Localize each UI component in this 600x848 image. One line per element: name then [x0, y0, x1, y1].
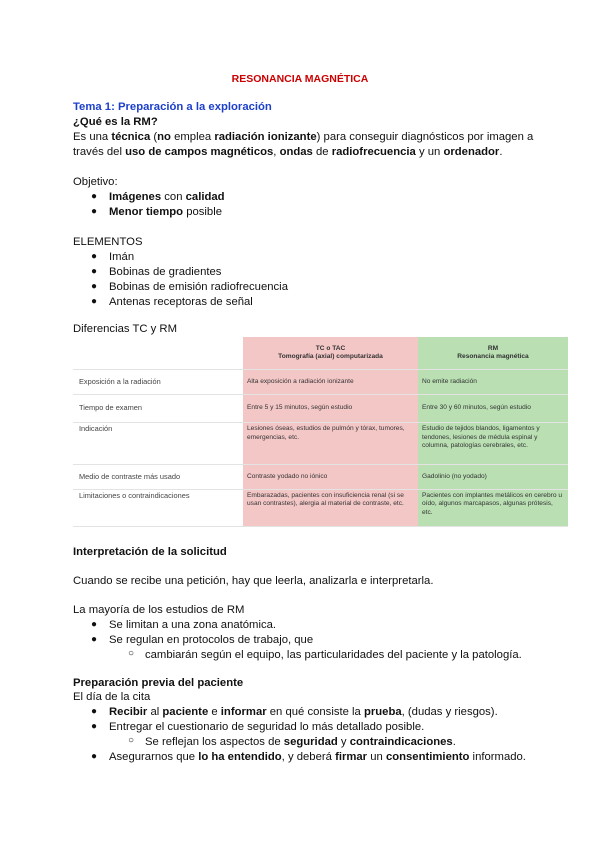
paragraph: Cuando se recibe una petición, hay que leerla, analizarla e interpretarla.: [73, 575, 434, 587]
bullet-icon: ●: [91, 706, 98, 717]
section-heading-interpretacion: Interpretación de la solicitud: [73, 546, 227, 558]
paragraph: La mayoría de los estudios de RM: [73, 604, 245, 616]
table-row-label: Exposición a la radiación: [73, 370, 243, 395]
table-cell-rm: Gadolinio (no yodado): [418, 465, 568, 490]
list-item: Asegurarnos que lo ha entendido, y deberá firmar un consentimiento informado.: [109, 751, 526, 763]
sub-list-item: Se reflejan los aspectos de seguridad y contraindicaciones.: [145, 736, 456, 748]
bullet-icon: ●: [91, 266, 98, 277]
bullet-icon: ●: [91, 721, 98, 732]
paragraph: El día de la cita: [73, 691, 151, 703]
elementos-item: Antenas receptoras de señal: [109, 296, 253, 308]
list-item: Se regulan en protocolos de trabajo, que: [109, 634, 314, 646]
bullet-icon: ●: [91, 206, 98, 217]
bullet-icon: ●: [91, 619, 98, 630]
table-header-row: [73, 337, 568, 370]
table-cell-rm: Entre 30 y 60 minutos, según estudio: [418, 394, 568, 423]
objetivo-label: Objetivo:: [73, 176, 118, 188]
table-header-rm: RM Resonancia magnética: [418, 337, 568, 370]
table-cell-tc: Entre 5 y 15 minutos, según estudio: [243, 394, 418, 423]
table-cell-tc: Alta exposición a radiación ionizante: [243, 370, 418, 395]
table-row: [73, 370, 568, 395]
list-item: Se limitan a una zona anatómica.: [109, 619, 277, 631]
table-cell-tc: Embarazadas, pacientes con insuficiencia renal (si se usan contrastes), alergia al material de contraste, etc.: [243, 489, 418, 526]
table-row: [73, 394, 568, 423]
document-title: RESONANCIA MAGNÉTICA: [231, 73, 369, 85]
bullet-icon: ●: [91, 296, 98, 307]
bullet-icon: ●: [91, 251, 98, 262]
table-cell-tc: Contraste yodado no iónico: [243, 465, 418, 490]
bullet-icon: ●: [91, 191, 98, 202]
bullet-icon: ●: [91, 281, 98, 292]
list-item: Recibir al paciente e informar en qué consiste la prueba, (dudas y riesgos).: [109, 706, 498, 718]
table-row-label: Indicación: [73, 423, 243, 465]
objetivo-item: Menor tiempo posible: [109, 206, 223, 218]
table-header-empty: [73, 337, 243, 370]
table-row: [73, 423, 568, 465]
bullet-icon: ●: [91, 634, 98, 645]
elementos-label: ELEMENTOS: [73, 236, 143, 248]
table-cell-rm: Pacientes con implantes metálicos en cerebro u oído, algunos marcapasos, algunas prótesis, etc.: [418, 489, 568, 526]
sub-list-item: cambiarán según el equipo, las particularidades del paciente y la patología.: [145, 649, 522, 661]
section-heading-tema1: Tema 1: Preparación a la exploración: [73, 101, 272, 113]
table-cell-rm: No emite radiación: [418, 370, 568, 395]
elementos-item: Bobinas de gradientes: [109, 266, 222, 278]
table-row: [73, 489, 568, 526]
table-header-tc: TC o TAC Tomografía (axial) computarizada: [243, 337, 418, 370]
table-cell-tc: Lesiones óseas, estudios de pulmón y tórax, tumores, emergencias, etc.: [243, 423, 418, 465]
circle-bullet-icon: ○: [128, 735, 135, 746]
question-heading: ¿Qué es la RM?: [73, 116, 158, 128]
diferencias-label: Diferencias TC y RM: [73, 323, 177, 335]
definition-line-2: través del uso de campos magnéticos, ondas de radiofrecuencia y un ordenador.: [73, 146, 503, 158]
definition-line-1: Es una técnica (no emplea radiación ionizante) para conseguir diagnósticos por imagen a: [73, 131, 534, 143]
table-row: [73, 465, 568, 490]
bullet-icon: ●: [91, 751, 98, 762]
section-heading-preparacion: Preparación previa del paciente: [73, 677, 244, 689]
table-row-label: Limitaciones o contraindicaciones: [73, 489, 243, 526]
table-cell-rm: Estudio de tejidos blandos, ligamentos y tendones, lesiones de médula espinal y columna, patologías cerebrales, etc.: [418, 423, 568, 465]
comparison-table: [73, 337, 568, 527]
elementos-item: Bobinas de emisión radiofrecuencia: [109, 281, 288, 293]
circle-bullet-icon: ○: [128, 648, 135, 659]
list-item: Entregar el cuestionario de seguridad lo más detallado posible.: [109, 721, 425, 733]
elementos-item: Imán: [109, 251, 135, 263]
objetivo-item: Imágenes con calidad: [109, 191, 225, 203]
table-row-label: Medio de contraste más usado: [73, 465, 243, 490]
table-row-label: Tiempo de examen: [73, 394, 243, 423]
